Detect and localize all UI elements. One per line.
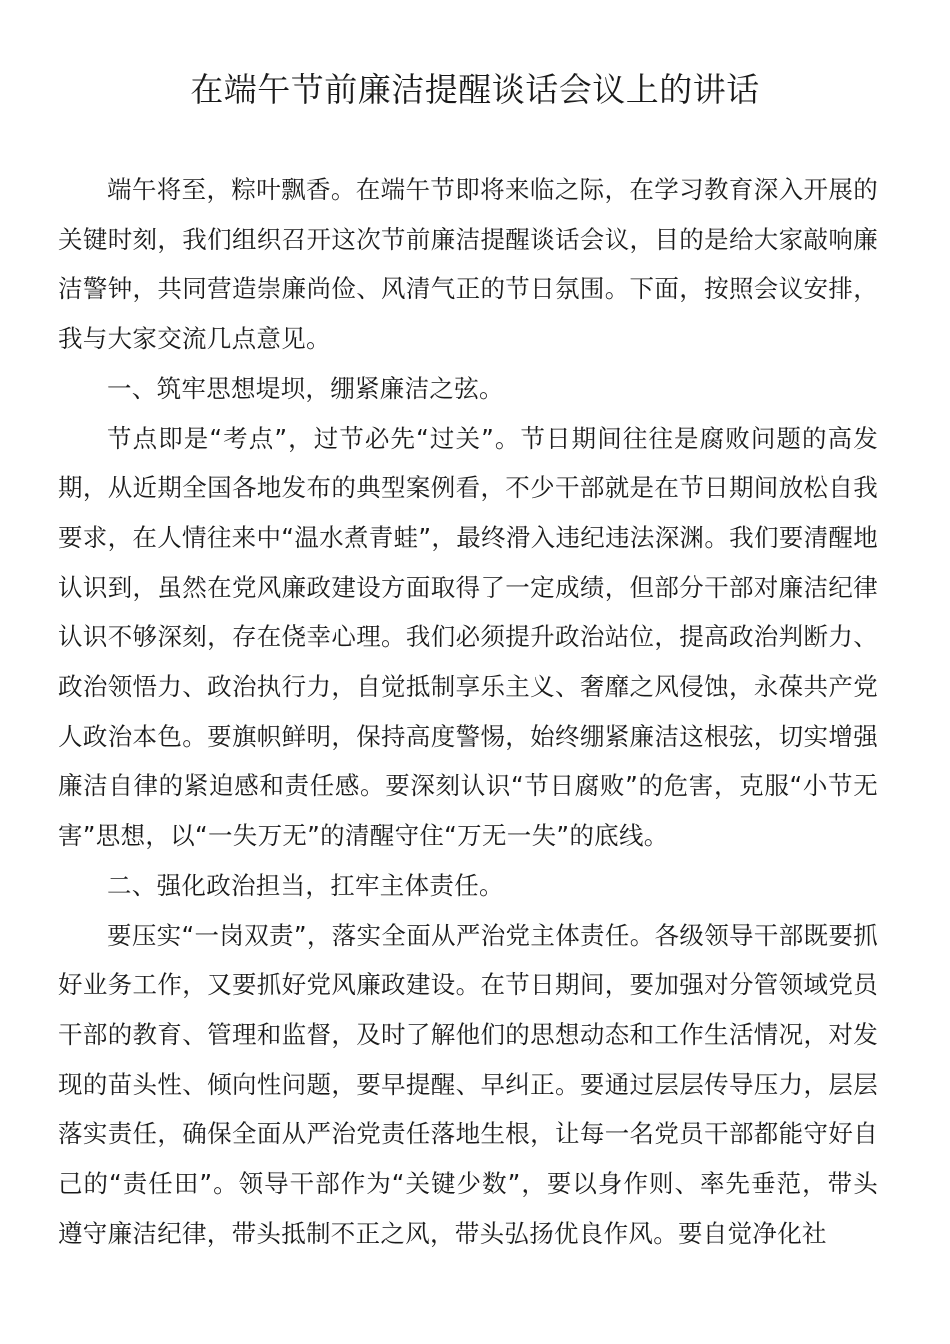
section-heading-1: 一、筑牢思想堤坝，绷紧廉洁之弦。 bbox=[107, 373, 504, 403]
paragraph-section-2: 要压实“一岗双责”，落实全面从严治党主体责任。各级领导干部既要抓好业务工作，又要抓好党风廉政建设。在节日期间，要加强对分管领域党员干部的教育、管理和监督，及时了解他们的思想动态和工作生活情况，对发现的苗头性、倾向性问题，要早提醒、早纠正。要通过层层传导压力，层层落实责任，确保全面从严治党责任落地生根，让每一名党员干部都能守好自己的“责任田”。领导干部作为“关键少数”，要以身作则、率先垂范，带头遵守廉洁纪律，带头抵制不正之风，带头弘扬优良作风。要自觉净化社 bbox=[58, 920, 878, 1248]
paragraph-section-1: 节点即是“考点”，过节必先“过关”。节日期间往往是腐败问题的高发期，从近期全国各地发布的典型案例看，不少干部就是在节日期间放松自我要求，在人情往来中“温水煮青蛙”，最终滑入违纪违法深渊。我们要清醒地认识到，虽然在党风廉政建设方面取得了一定成绩，但部分干部对廉洁纪律认识不够深刻，存在侥幸心理。我们必须提升政治站位，提高政治判断力、政治领悟力、政治执行力，自觉抵制享乐主义、奢靡之风侵蚀，永葆共产党人政治本色。要旗帜鲜明，保持高度警惕，始终绷紧廉洁这根弦，切实增强廉洁自律的紧迫感和责任感。要深刻认识“节日腐败”的危害，克服“小节无害”思想，以“一失万无”的清醒守住“万无一失”的底线。 bbox=[58, 423, 878, 851]
paragraph-intro: 端午将至，粽叶飘香。在端午节即将来临之际，在学习教育深入开展的关键时刻，我们组织召开这次节前廉洁提醒谈话会议，目的是给大家敲响廉洁警钟，共同营造崇廉尚俭、风清气正的节日氛围。下面，按照会议安排，我与大家交流几点意见。 bbox=[58, 175, 878, 354]
page-title: 在端午节前廉洁提醒谈话会议上的讲话 bbox=[190, 70, 760, 109]
document-body bbox=[58, 165, 878, 1258]
section-heading-2: 二、强化政治担当，扛牢主体责任。 bbox=[107, 870, 504, 900]
